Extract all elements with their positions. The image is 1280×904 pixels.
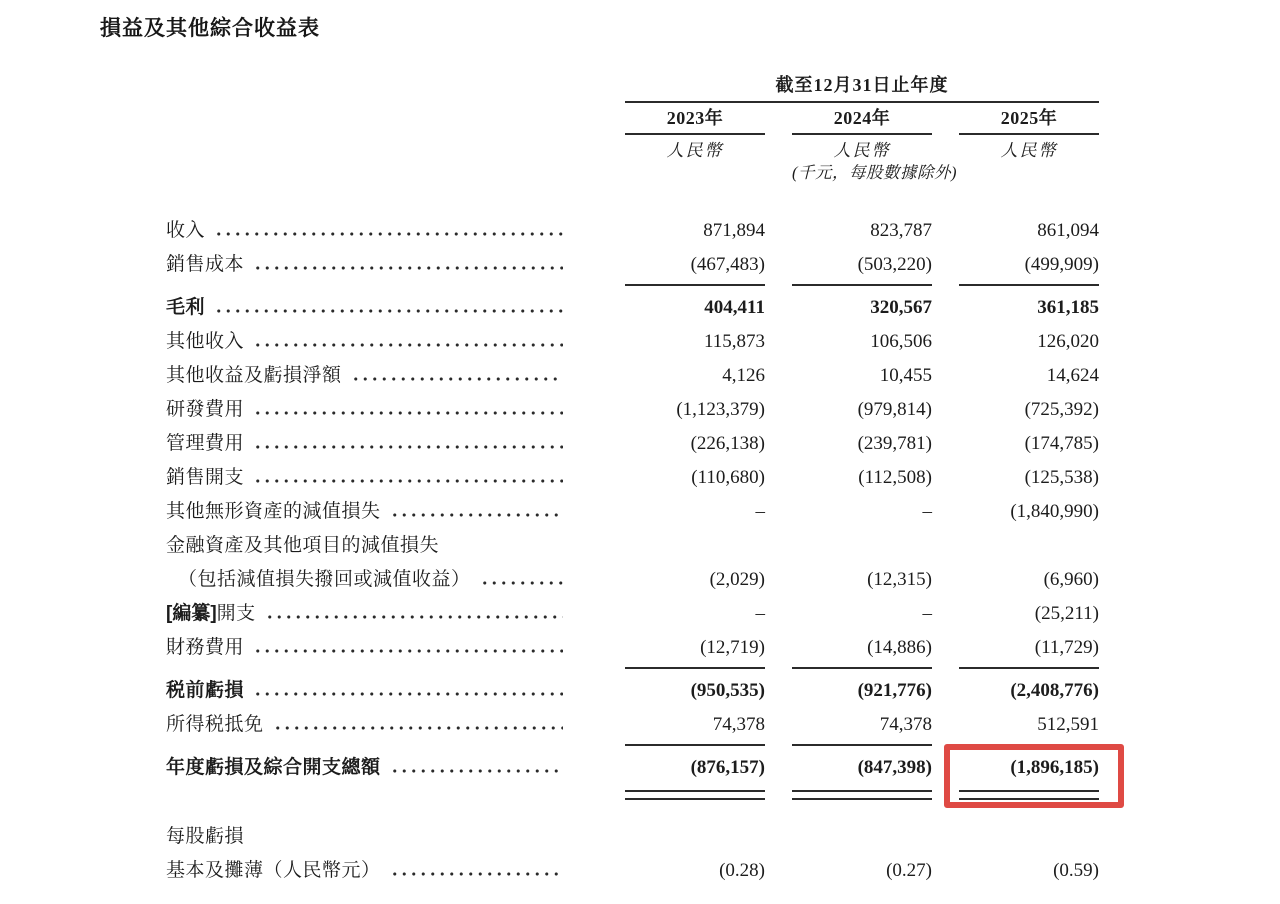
value-cell-2023年: – — [755, 603, 765, 624]
period-header: 截至12月31日止年度 — [625, 72, 1099, 103]
value-cell-2025年: (499,909) — [1024, 254, 1099, 275]
rule-row-spacer — [166, 282, 598, 291]
double-underline — [959, 790, 1099, 800]
table-row — [166, 291, 1099, 325]
row-label: 銷售開支 — [166, 467, 245, 488]
value-cell-2023年: 115,873 — [703, 331, 765, 352]
row-label: 年度虧損及綜合開支總額 — [166, 757, 381, 778]
row-label-cell — [166, 708, 598, 742]
row-label-cell — [166, 751, 598, 785]
table-row — [166, 248, 1099, 282]
single-underline — [959, 744, 1099, 746]
rule-row — [166, 665, 1099, 674]
column-header-2025: 2025年 — [959, 106, 1099, 135]
single-underline — [625, 744, 765, 746]
highlighted-total-section — [166, 751, 1099, 802]
unit-note-spacer — [625, 162, 765, 184]
value-cell-2023年: 871,894 — [703, 220, 765, 241]
row-label: 收入 — [166, 220, 206, 241]
value-cell-2024年: (239,781) — [857, 433, 932, 454]
value-cell-2023年: (950,535) — [690, 680, 765, 701]
row-label: 研發費用 — [166, 399, 245, 420]
table-row — [166, 325, 1099, 359]
row-label: 基本及攤薄（人民幣元） — [166, 860, 381, 881]
value-cell-2024年: 74,378 — [879, 714, 932, 735]
value-cell-2024年: – — [922, 603, 932, 624]
value-cell-2024年: (847,398) — [857, 757, 932, 778]
column-header-2023: 2023年 — [625, 106, 765, 135]
table-row — [166, 495, 1099, 529]
table-row — [166, 427, 1099, 461]
year-headers — [625, 106, 1099, 135]
dot-leader — [273, 726, 563, 730]
row-label: （包括減值損失撥回或減值收益） — [178, 569, 471, 590]
table-row — [166, 563, 1099, 597]
row-label: 開支 — [216, 603, 256, 624]
row-label-cell — [166, 248, 598, 282]
rule-row — [166, 742, 1099, 751]
dot-leader — [214, 232, 563, 236]
row-label-cell — [166, 563, 598, 597]
currency-headers — [625, 140, 1099, 162]
column-header-2024: 2024年 — [792, 106, 932, 135]
value-cell-2024年: 106,506 — [870, 331, 932, 352]
value-cell-2023年: – — [755, 501, 765, 522]
dot-leader — [253, 692, 563, 696]
rule-row-spacer — [166, 785, 598, 802]
value-cell-2025年: (725,392) — [1024, 399, 1099, 420]
rule-row-spacer — [166, 665, 598, 674]
value-cell-2023年: (0.28) — [719, 860, 765, 881]
single-underline — [792, 284, 932, 286]
value-cell-2024年: 823,787 — [870, 220, 932, 241]
dot-leader — [480, 581, 563, 585]
row-label-cell — [166, 359, 598, 393]
value-cell-2025年: (6,960) — [1043, 569, 1099, 590]
row-label-cell — [166, 631, 598, 665]
dot-leader — [214, 309, 563, 313]
unit-note-cell — [792, 162, 957, 184]
value-cell-2024年: 10,455 — [879, 365, 932, 386]
value-cell-2023年: 404,411 — [704, 297, 765, 318]
unit-note-row — [625, 162, 1099, 184]
dot-leader — [265, 615, 563, 619]
value-cell-2025年: (11,729) — [1034, 637, 1099, 658]
page-title: 損益及其他綜合收益表 — [100, 17, 320, 40]
single-underline — [792, 744, 932, 746]
value-cell-2025年: 861,094 — [1037, 220, 1099, 241]
rule-row — [166, 785, 1099, 802]
value-cell-2025年: (174,785) — [1024, 433, 1099, 454]
row-label: 每股虧損 — [166, 826, 245, 847]
value-cell-2025年: (0.59) — [1053, 860, 1099, 881]
currency-label-2023: 人民幣 — [666, 141, 724, 160]
row-label: 金融資產及其他項目的減值損失 — [166, 535, 440, 556]
row-label: 税前虧損 — [166, 680, 245, 701]
dot-leader — [253, 343, 563, 347]
single-underline — [959, 667, 1099, 669]
value-cell-2023年: (226,138) — [690, 433, 765, 454]
table-row — [166, 461, 1099, 495]
row-label-cell — [166, 427, 598, 461]
currency-label-2025: 人民幣 — [1000, 141, 1058, 160]
value-cell-2025年: (1,896,185) — [1010, 757, 1099, 778]
row-label: 財務費用 — [166, 637, 245, 658]
row-label: 管理費用 — [166, 433, 245, 454]
value-cell-2024年: (14,886) — [867, 637, 932, 658]
single-underline — [959, 284, 1099, 286]
dot-leader — [253, 479, 563, 483]
currency-label-2024: 人民幣 — [833, 141, 891, 160]
dot-leader — [390, 872, 563, 876]
dot-leader — [351, 377, 563, 381]
value-cell-2023年: 4,126 — [722, 365, 765, 386]
row-label-cell — [166, 820, 1099, 854]
row-label-cell — [166, 461, 598, 495]
row-label: 毛利 — [166, 297, 206, 318]
value-cell-2023年: (1,123,379) — [676, 399, 765, 420]
value-cell-2025年: (25,211) — [1034, 603, 1099, 624]
value-cell-2023年: (12,719) — [700, 637, 765, 658]
single-underline — [625, 667, 765, 669]
unit-note: (千元，每股數據除外) — [792, 163, 957, 182]
value-cell-2025年: (1,840,990) — [1010, 501, 1099, 522]
value-cell-2024年: (0.27) — [886, 860, 932, 881]
row-label: 其他無形資產的減值損失 — [166, 501, 381, 522]
table-row — [166, 751, 1099, 785]
double-underline — [625, 790, 765, 800]
value-cell-2024年: (112,508) — [858, 467, 932, 488]
value-cell-2025年: (125,538) — [1024, 467, 1099, 488]
unit-note-spacer — [959, 162, 1099, 184]
header-columns-area — [625, 72, 1099, 184]
single-underline — [625, 284, 765, 286]
value-cell-2025年: 512,591 — [1037, 714, 1099, 735]
value-cell-2023年: (2,029) — [709, 569, 765, 590]
table-row — [166, 674, 1099, 708]
value-cell-2023年: (467,483) — [690, 254, 765, 275]
value-cell-2024年: – — [922, 501, 932, 522]
rule-row — [166, 282, 1099, 291]
value-cell-2025年: 14,624 — [1046, 365, 1099, 386]
value-cell-2025年: (2,408,776) — [1010, 680, 1099, 701]
dot-leader — [253, 445, 563, 449]
value-cell-2025年: 361,185 — [1037, 297, 1099, 318]
table-row — [166, 393, 1099, 427]
value-cell-2024年: (12,315) — [867, 569, 932, 590]
value-cell-2024年: (979,814) — [857, 399, 932, 420]
table-row — [166, 214, 1099, 248]
row-label: 所得税抵免 — [166, 714, 264, 735]
row-label-cell — [166, 495, 598, 529]
row-label: 其他收入 — [166, 331, 245, 352]
rule-row-spacer — [166, 742, 598, 751]
table-row — [166, 820, 1099, 854]
table-row — [166, 529, 1099, 563]
single-underline — [792, 667, 932, 669]
table-rows — [166, 214, 1099, 888]
row-label: 銷售成本 — [166, 254, 245, 275]
dot-leader — [253, 266, 563, 270]
row-label-cell — [166, 529, 1099, 563]
value-cell-2024年: (503,220) — [857, 254, 932, 275]
row-label-cell — [166, 674, 598, 708]
row-label-cell — [166, 214, 598, 248]
value-cell-2024年: 320,567 — [870, 297, 932, 318]
dot-leader — [253, 649, 563, 653]
table-header — [166, 72, 1099, 184]
table-row — [166, 631, 1099, 665]
row-label-prefix: [編纂] — [166, 603, 217, 624]
row-label-cell — [166, 393, 598, 427]
table-row — [166, 359, 1099, 393]
value-cell-2023年: (876,157) — [690, 757, 765, 778]
row-label: 其他收益及虧損淨額 — [166, 365, 342, 386]
income-statement-table — [166, 72, 1099, 888]
value-cell-2023年: 74,378 — [712, 714, 765, 735]
row-label-cell — [166, 854, 598, 888]
table-row — [166, 708, 1099, 742]
table-row — [166, 597, 1099, 631]
dot-leader — [253, 411, 563, 415]
row-label-cell — [166, 597, 598, 631]
value-cell-2023年: (110,680) — [691, 467, 765, 488]
dot-leader — [390, 513, 563, 517]
dot-leader — [390, 769, 563, 773]
double-underline — [792, 790, 932, 800]
row-label-cell — [166, 325, 598, 359]
value-cell-2025年: 126,020 — [1037, 331, 1099, 352]
value-cell-2024年: (921,776) — [857, 680, 932, 701]
row-label-cell — [166, 291, 598, 325]
table-row — [166, 854, 1099, 888]
